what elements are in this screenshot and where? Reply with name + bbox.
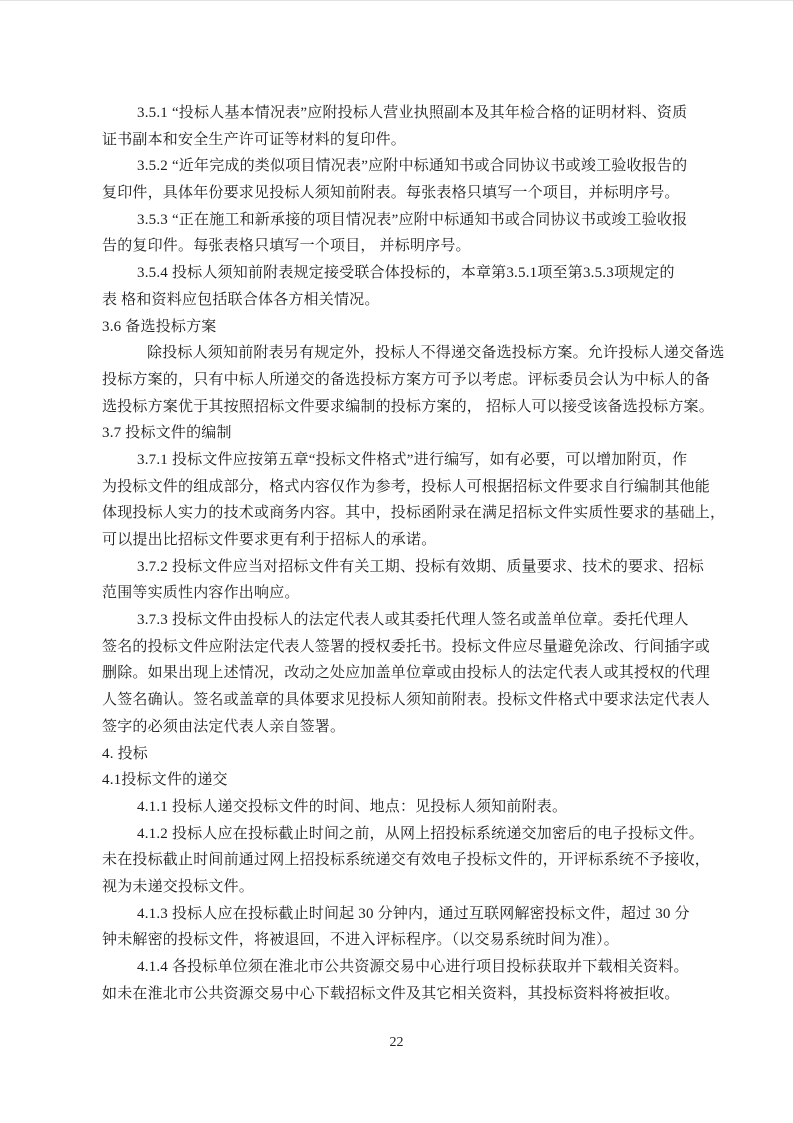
text-line: 告的复印件。每张表格只填写一个项目， 并标明序号。 — [102, 238, 471, 255]
text-line: 复印件，具体年份要求见投标人须知前附表。每张表格只填写一个项目，并标明序号。 — [102, 185, 680, 202]
text-line: 未在投标截止时间前通过网上招投标系统递交有效电子投标文件的，开评标系统不予接收， — [102, 852, 711, 869]
text-line: 签名的投标文件应附法定代表人签署的授权委托书。投标文件应尽量避免涂改、行间插字或 — [102, 638, 711, 655]
text-line: 3.5.1 “投标人基本情况表”应附投标人营业执照副本及其年检合格的证明材料、资质 — [137, 105, 688, 121]
text-line: 3.5.2 “近年完成的类似项目情况表”应附中标通知书或合同协议书或竣工验收报告的 — [137, 158, 688, 175]
text-line: 人签名确认。签名或盖章的具体要求见投标人须知前附表。投标文件格式中要求法定代表人 — [102, 692, 711, 709]
text-line: 4.1.4 各投标单位须在淮北市公共资源交易中心进行项目投标获取并下载相关资料。 — [137, 959, 689, 975]
text-line: 如未在淮北市公共资源交易中心下载招标文件及其它相关资料，其投标资料将被拒收。 — [102, 985, 680, 1002]
section-heading-line: 3.7 投标文件的编制 — [102, 425, 232, 442]
text-line: 范围等实质性内容作出响应。 — [102, 585, 300, 602]
text-line: 选投标方案优于其按照招标文件要求编制的投标方案的， 招标人可以接受该备选投标方案。 — [102, 398, 714, 415]
text-line: 4.1.3 投标人应在投标截止时间起 30 分钟内，通过互联网解密投标文件，超过 30 分 — [137, 905, 690, 922]
section-heading-line: 3.6 备选投标方案 — [102, 318, 217, 335]
section-heading-line: 4. 投标 — [102, 745, 149, 762]
text-line: 3.7.3 投标文件由投标人的法定代表人或其委托代理人签名或盖单位章。委托代理人 — [137, 612, 689, 629]
text-line: 除投标人须知前附表另有规定外，投标人不得递交备选投标方案。允许投标人递交备选 — [147, 345, 725, 362]
document-body — [102, 100, 726, 1007]
text-line: 体现投标人实力的技术或商务内容。其中，投标函附录在满足招标文件实质性要求的基础上， — [102, 505, 726, 522]
text-line: 投标方案的，只有中标人所递交的备选投标方案方可予以考虑。评标委员会认为中标人的备 — [102, 371, 711, 388]
text-line: 4.1.1 投标人递交投标文件的时间、地点：见投标人须知前附表。 — [137, 798, 568, 815]
text-line: 表 格和资料应包括联合体各方相关情况。 — [102, 291, 380, 308]
text-line: 钟未解密的投标文件，将被退回，不进入评标程序。（以交易系统时间为准）。 — [102, 932, 620, 949]
text-line: 视为未递交投标文件。 — [102, 878, 255, 895]
text-line: 为投标文件的组成部分，格式内容仅作为参考，投标人可根据招标文件要求自行编制其他能 — [102, 478, 711, 495]
page-number: 22 — [389, 1035, 404, 1050]
text-line: 3.7.2 投标文件应当对招标文件有关工期、投标有效期、质量要求、技术的要求、招标 — [137, 558, 704, 575]
text-line: 3.5.3 “正在施工和新承接的项目情况表”应附中标通知书或合同协议书或竣工验收报 — [137, 211, 688, 228]
text-line: 3.5.4 投标人须知前附表规定接受联合体投标的，本章第3.5.1项至第3.5.3项规定的 — [137, 265, 675, 282]
text-line: 删除。如果出现上述情况，改动之处应加盖单位章或由投标人的法定代表人或其授权的代理 — [102, 665, 711, 682]
text-line: 4.1.2 投标人应在投标截止时间之前，从网上招投标系统递交加密后的电子投标文件。 — [137, 825, 704, 842]
text-line: 3.7.1 投标文件应按第五章“投标文件格式”进行编写，如有必要，可以增加附页，作 — [137, 451, 688, 468]
section-heading-line: 4.1投标文件的递交 — [102, 772, 228, 789]
text-line: 证书副本和安全生产许可证等材料的复印件。 — [102, 131, 407, 148]
text-line: 可以提出比招标文件要求更有利于招标人的承诺。 — [102, 532, 437, 548]
text-line: 签字的必须由法定代表人亲自签署。 — [102, 718, 346, 735]
